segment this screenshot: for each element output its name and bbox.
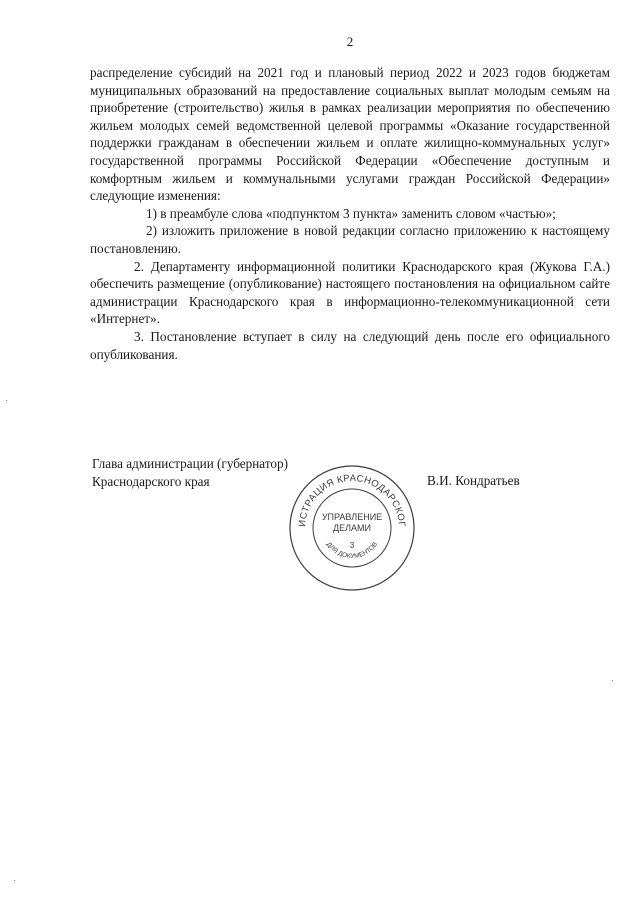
document-body [90,64,610,363]
official-stamp [287,463,417,593]
stamp-center-line1: УПРАВЛЕНИЕ [321,512,383,522]
paragraph-item-1: 1) в преамбуле слова «подпунктом 3 пункта» заменить словом «частью»; [146,205,556,221]
signature-block [92,455,288,490]
signatory-position-line2: Краснодарского края [92,473,210,489]
paragraph-point-3: 3. Постановление вступает в силу на следующий день после его официального опубликования. [90,328,610,362]
paragraph-item-2: 2) изложить приложение в новой редакции согласно приложению к настоящему постановлению. [90,223,610,256]
scan-speck [612,680,613,681]
stamp-center-line2: ДЕЛАМИ [333,523,371,533]
scan-speck [14,880,15,881]
signatory-position-line1: Глава администрации (губернатор) [92,456,288,471]
stamp-number: 3 [349,541,355,550]
paragraph-intro: распределение субсидий на 2021 год и плановый период 2022 и 2023 годов бюджетам муниципальных образований на предоставление социальных выплат молодым семьям на приобретение (строительство) жилья в рамках реализации мероприятия по обеспечению жильем молодых семей ведомственной целевой программы «Оказание государственной поддержки гражданам в обеспечении жильем и оплате жилищно-коммунальных услуг» государственной программы Российской Федерации «Обеспечение доступным и комфортным жильем и коммунальными услугами граждан Российской Федерации» следующие изменения: [90,65,610,204]
signatory-name: В.И. Кондратьев [427,473,520,488]
page-number: 2 [346,34,354,49]
scan-speck [6,400,7,401]
paragraph-point-2: 2. Департаменту информационной политики Краснодарского края (Жукова Г.А.) обеспечить размещение (опубликование) настоящего постановления на официальном сайте администрации Краснодарского края в информационно-телекоммуникационной сети «Интернет». [90,258,610,327]
stamp-bottom-text: ДЛЯ ДОКУМЕНТОВ [324,540,380,560]
stamp-outer-text: ИСТРАЦИЯ КРАСНОДАРСКОГ [296,472,408,528]
stamp-seal [287,463,417,593]
